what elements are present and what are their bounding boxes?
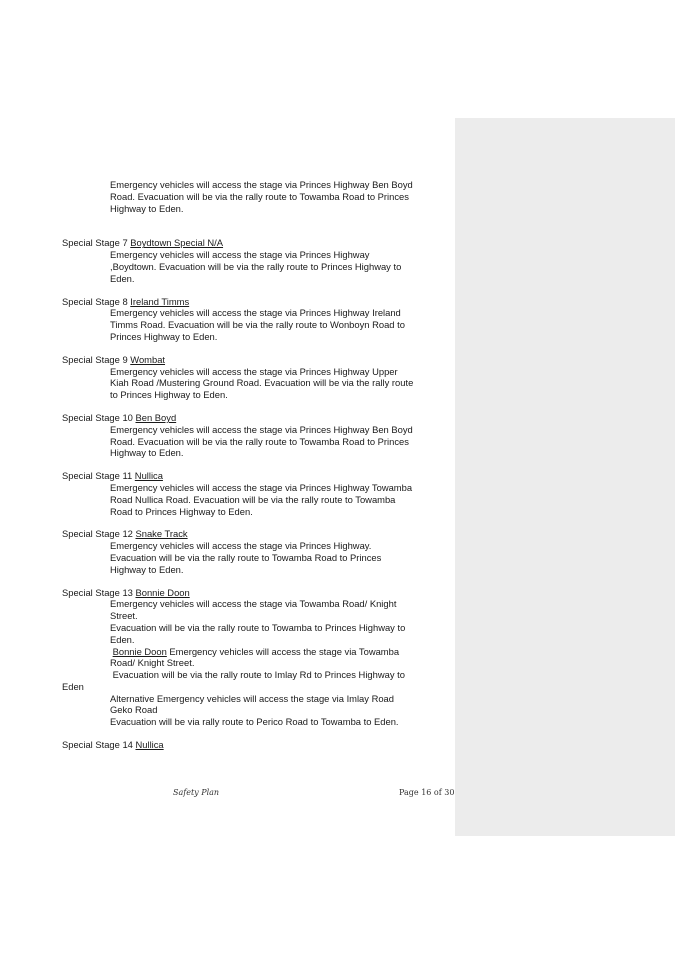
stage-line: Evacuation will be via rally route to Perico Road to Towamba to Eden.	[110, 716, 399, 728]
stage-line: Emergency vehicles will access the stage via Towamba	[166, 645, 400, 657]
document-body	[62, 179, 452, 762]
stage-line: Emergency vehicles will access the stage via Princes Highway Upper	[110, 365, 398, 377]
stage-line: Eden	[62, 680, 84, 692]
stage-8	[62, 296, 452, 343]
stage-13	[62, 587, 452, 729]
intro-paragraph	[110, 179, 452, 214]
stage-line: Emergency vehicles will access the stage via Towamba Road/ Knight	[110, 598, 397, 610]
stage-line: Timms Road. Evacuation will be via the rally route to Wonboyn Road to	[110, 319, 405, 331]
stage-name: Bonnie Doon	[135, 586, 190, 598]
stage-line: Evacuation will be via the rally route to Towamba Road to Princes	[110, 551, 382, 563]
stage-7	[62, 237, 452, 284]
stage-line: Eden.	[110, 272, 135, 284]
stage-heading: Special Stage 10	[62, 411, 136, 423]
stage-line: Emergency vehicles will access the stage via Princes Highway	[110, 249, 370, 261]
stage-name: Snake Track	[135, 528, 188, 540]
stage-line: Emergency vehicles will access the stage via Princes Highway Towamba	[110, 481, 413, 493]
stage-heading: Special Stage 12	[62, 528, 136, 540]
stage-line: Road Nullica Road. Evacuation will be via the rally route to Towamba	[110, 493, 396, 505]
footer-page-number: Page 16 of 30	[399, 788, 455, 797]
stage-heading: Special Stage 13	[62, 586, 136, 598]
stage-heading: Special Stage 14	[62, 739, 136, 751]
intro-line: Road. Evacuation will be via the rally route to Towamba Road to Princes	[110, 190, 409, 202]
stage-heading: Special Stage 8	[62, 295, 131, 307]
stage-line: Emergency vehicles will access the stage via Princes Highway Ben Boyd	[110, 423, 413, 435]
stage-name: Ben Boyd	[135, 411, 177, 423]
stage-name: Nullica	[135, 739, 164, 751]
intro-line: Highway to Eden.	[110, 202, 184, 214]
stage-line: Street.	[110, 610, 138, 622]
stage-line: to Princes Highway to Eden.	[110, 389, 228, 401]
stage-line: Evacuation will be via the rally route to Towamba to Princes Highway to	[110, 621, 406, 633]
stage-14	[62, 739, 452, 751]
stage-line: Kiah Road /Mustering Ground Road. Evacuation will be via the rally route	[110, 377, 414, 389]
stage-heading: Special Stage 7	[62, 237, 131, 249]
stage-line: Highway to Eden.	[110, 447, 184, 459]
stage-line: Eden.	[110, 633, 135, 645]
stage-name: Wombat	[130, 353, 166, 365]
stage-line: Evacuation will be via the rally route to Imlay Rd to Princes Highway to	[110, 669, 405, 681]
stage-line: Highway to Eden.	[110, 563, 184, 575]
stage-line: Road/ Knight Street.	[110, 657, 195, 669]
stage-name: Boydtown Special N/A	[130, 237, 224, 249]
intro-line: Emergency vehicles will access the stage via Princes Highway Ben Boyd	[110, 179, 413, 190]
stage-line: Alternative Emergency vehicles will access the stage via Imlay Road	[110, 692, 394, 704]
stage-line: Princes Highway to Eden.	[110, 330, 218, 342]
stage-name: Nullica	[134, 470, 163, 482]
stage-line: Emergency vehicles will access the stage via Princes Highway Ireland	[110, 307, 401, 319]
stage-line: Road to Princes Highway to Eden.	[110, 505, 253, 517]
stage-line: Emergency vehicles will access the stage via Princes Highway.	[110, 540, 372, 552]
stage-line: Road. Evacuation will be via the rally route to Towamba Road to Princes	[110, 435, 409, 447]
stage-line: Geko Road	[110, 704, 158, 716]
stage-heading: Special Stage 11	[62, 470, 135, 482]
stage-9	[62, 354, 452, 401]
comment-pane	[455, 118, 675, 836]
stage-line: ,Boydtown. Evacuation will be via the rally route to Princes Highway to	[110, 260, 402, 272]
stage-heading: Special Stage 9	[62, 353, 131, 365]
stage-10	[62, 412, 452, 459]
stage-name: Ireland Timms	[130, 295, 190, 307]
stage-11	[62, 470, 452, 517]
footer-document-title: Safety Plan	[173, 788, 220, 797]
stage-alt-name: Bonnie Doon	[112, 645, 167, 657]
stage-12	[62, 528, 452, 575]
